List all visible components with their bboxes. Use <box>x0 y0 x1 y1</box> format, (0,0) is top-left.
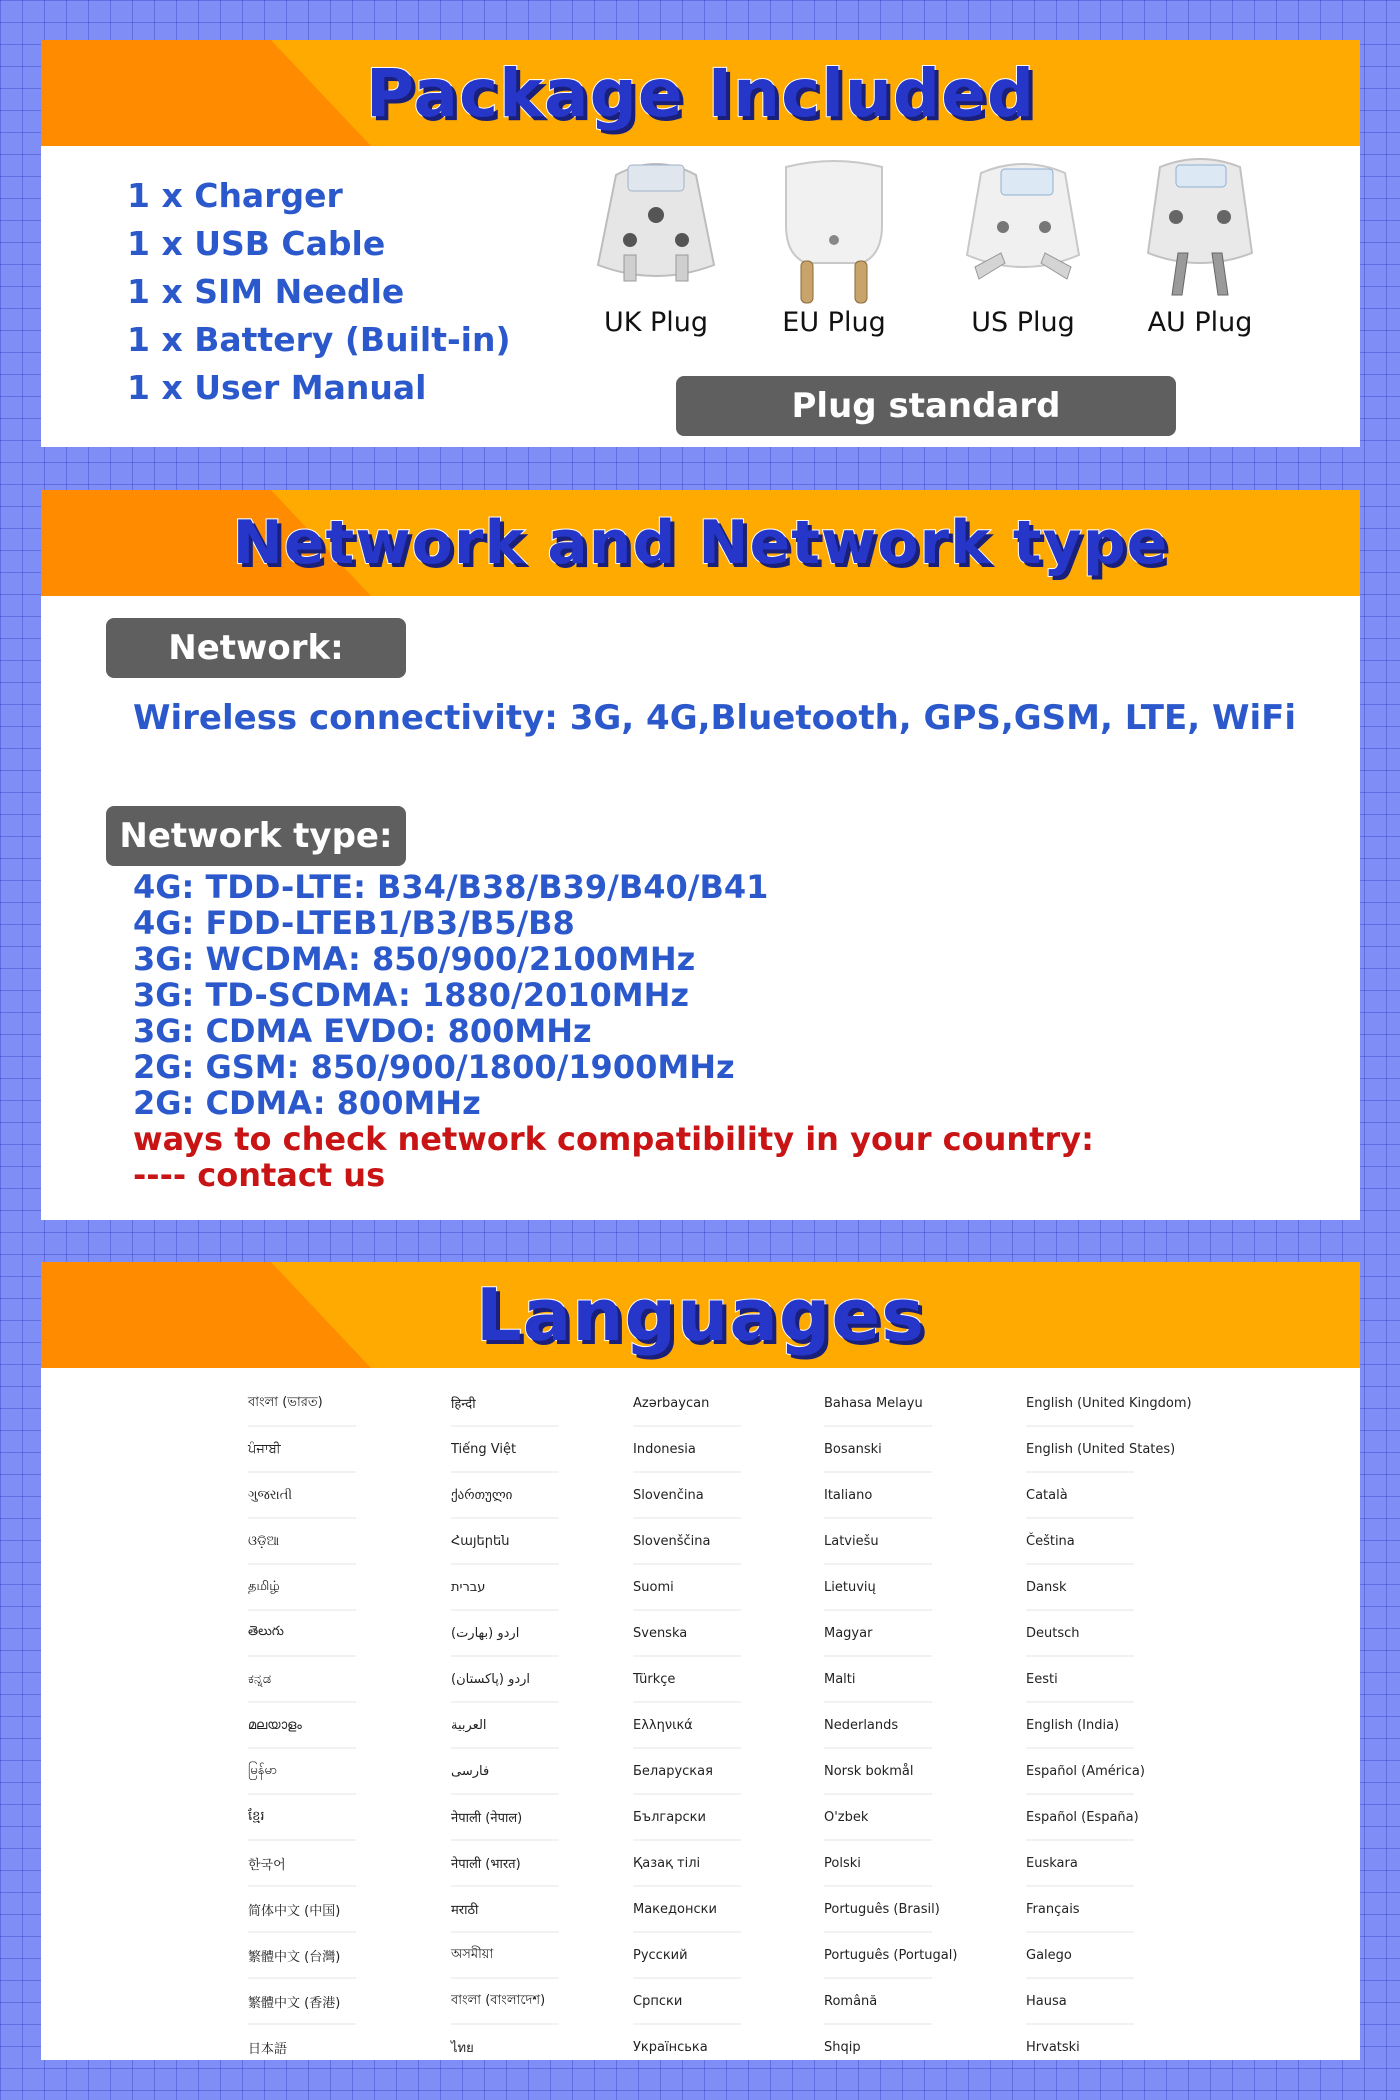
language-item: Македонски <box>633 1887 741 1933</box>
language-item: മലയാളം <box>248 1703 356 1749</box>
language-item: ಕನ್ನಡ <box>248 1657 356 1703</box>
language-item: ខ្មែរ <box>248 1795 356 1841</box>
language-item: Norsk bokmål <box>824 1749 932 1795</box>
language-item: 繁體中文 (香港) <box>248 1979 356 2025</box>
language-item: Galego <box>1026 1933 1134 1979</box>
language-item: Ελληνικά <box>633 1703 741 1749</box>
language-item: Français <box>1026 1887 1134 1933</box>
language-item: فارسی <box>451 1749 559 1795</box>
language-item: Malti <box>824 1657 932 1703</box>
language-item: Hrvatski <box>1026 2025 1134 2060</box>
language-item: Español (América) <box>1026 1749 1134 1795</box>
language-item: Slovenščina <box>633 1519 741 1565</box>
language-item: Azərbaycan <box>633 1381 741 1427</box>
language-item: Čeština <box>1026 1519 1134 1565</box>
language-item: Shqip <box>824 2025 932 2060</box>
language-item: اردو (پاکستان) <box>451 1657 559 1703</box>
package-panel <box>41 40 1360 447</box>
language-item: Lietuvių <box>824 1565 932 1611</box>
package-items-list <box>127 172 511 412</box>
language-item: नेपाली (भारत) <box>451 1841 559 1887</box>
language-item: Español (España) <box>1026 1795 1134 1841</box>
language-item: தமிழ் <box>248 1565 356 1611</box>
languages-banner <box>41 1262 1360 1368</box>
language-item: Türkçe <box>633 1657 741 1703</box>
au-plug-icon <box>1130 155 1270 305</box>
network-title: Network and Network type <box>232 508 1169 578</box>
language-item: ไทย <box>451 2025 559 2060</box>
band-line: 2G: GSM: 850/900/1800/1900MHz <box>133 1048 735 1086</box>
language-item: العربية <box>451 1703 559 1749</box>
package-item: 1 x USB Cable <box>127 224 386 263</box>
language-item: Português (Portugal) <box>824 1933 932 1979</box>
language-item: नेपाली (नेपाल) <box>451 1795 559 1841</box>
compatibility-note: ways to check network compatibility in your country: <box>133 1120 1094 1158</box>
band-line: 3G: CDMA EVDO: 800MHz <box>133 1012 592 1050</box>
band-line: 3G: WCDMA: 850/900/2100MHz <box>133 940 696 978</box>
package-title: Package Included <box>365 54 1036 132</box>
package-item: 1 x Charger <box>127 176 343 215</box>
language-item: Polski <box>824 1841 932 1887</box>
package-banner <box>41 40 1360 146</box>
language-column-1 <box>248 1381 356 2060</box>
language-item: Euskara <box>1026 1841 1134 1887</box>
language-item: অসমীয়া <box>451 1933 559 1979</box>
language-column-5 <box>1026 1381 1192 2060</box>
plug-eu <box>764 155 904 338</box>
language-item: O'zbek <box>824 1795 932 1841</box>
language-item: 日本語 <box>248 2025 356 2060</box>
language-item: Svenska <box>633 1611 741 1657</box>
language-column-4 <box>824 1381 958 2060</box>
language-item: עברית <box>451 1565 559 1611</box>
language-item: বাংলা (বাংলাদেশ) <box>451 1979 559 2025</box>
language-item: Magyar <box>824 1611 932 1657</box>
language-item: Nederlands <box>824 1703 932 1749</box>
language-item: Suomi <box>633 1565 741 1611</box>
language-item: English (United States) <box>1026 1427 1134 1473</box>
plug-label: EU Plug <box>782 307 886 338</box>
plug-label: US Plug <box>971 307 1075 338</box>
language-item: اردو (بھارت) <box>451 1611 559 1657</box>
language-item: Қазақ тілі <box>633 1841 741 1887</box>
language-item: English (United Kingdom) <box>1026 1381 1134 1427</box>
language-item: ଓଡ଼ିଆ <box>248 1519 356 1565</box>
language-item: Українська <box>633 2025 741 2060</box>
language-item: Tiếng Việt <box>451 1427 559 1473</box>
uk-plug-icon <box>586 155 726 305</box>
package-item: 1 x User Manual <box>127 368 427 407</box>
language-item: Български <box>633 1795 741 1841</box>
network-type-tag: Network type: <box>106 806 406 866</box>
package-item: 1 x SIM Needle <box>127 272 405 311</box>
language-item: Bosanski <box>824 1427 932 1473</box>
language-item: ਪੰਜਾਬੀ <box>248 1427 356 1473</box>
plug-uk <box>586 155 726 338</box>
language-item: Slovenčina <box>633 1473 741 1519</box>
language-item: Indonesia <box>633 1427 741 1473</box>
plug-standard-label: Plug standard <box>676 376 1176 436</box>
language-item: Hausa <box>1026 1979 1134 2025</box>
languages-panel <box>41 1262 1360 2060</box>
language-item: हिन्दी <box>451 1381 559 1427</box>
language-item: Српски <box>633 1979 741 2025</box>
language-item: Eesti <box>1026 1657 1134 1703</box>
plug-au <box>1130 155 1270 338</box>
language-item: తెలుగు <box>248 1611 356 1657</box>
language-item: Dansk <box>1026 1565 1134 1611</box>
plug-us <box>953 155 1093 338</box>
language-item: বাংলা (ভারত) <box>248 1381 356 1427</box>
language-column-2 <box>451 1381 559 2060</box>
network-bands-list <box>133 869 1094 1193</box>
language-item: Português (Brasil) <box>824 1887 932 1933</box>
package-item: 1 x Battery (Built-in) <box>127 320 511 359</box>
language-item: ગુજરાતી <box>248 1473 356 1519</box>
language-column-3 <box>633 1381 741 2060</box>
us-plug-icon <box>953 155 1093 305</box>
wireless-connectivity: Wireless connectivity: 3G, 4G,Bluetooth, GPS,GSM, LTE, WiFi <box>133 698 1296 738</box>
language-item: Deutsch <box>1026 1611 1134 1657</box>
band-line: 2G: CDMA: 800MHz <box>133 1084 481 1122</box>
language-item: Română <box>824 1979 932 2025</box>
language-item: Беларуская <box>633 1749 741 1795</box>
language-item: ქართული <box>451 1473 559 1519</box>
language-item: मराठी <box>451 1887 559 1933</box>
language-item: 简体中文 (中国) <box>248 1887 356 1933</box>
language-item: Català <box>1026 1473 1134 1519</box>
language-item: 한국어 <box>248 1841 356 1887</box>
plug-label: UK Plug <box>603 307 709 338</box>
language-item: Italiano <box>824 1473 932 1519</box>
language-item: Русский <box>633 1933 741 1979</box>
languages-title: Languages <box>475 1273 926 1357</box>
language-item: English (India) <box>1026 1703 1134 1749</box>
language-item: Latviešu <box>824 1519 932 1565</box>
eu-plug-icon <box>764 155 904 305</box>
language-item: မြန်မာ <box>248 1749 356 1795</box>
language-item: Հայերեն <box>451 1519 559 1565</box>
band-line: 4G: FDD-LTEB1/B3/B5/B8 <box>133 904 575 942</box>
contact-us: ---- contact us <box>133 1156 386 1194</box>
band-line: 4G: TDD-LTE: B34/B38/B39/B40/B41 <box>133 868 769 906</box>
network-panel <box>41 490 1360 1220</box>
network-banner <box>41 490 1360 596</box>
language-item: Bahasa Melayu <box>824 1381 932 1427</box>
band-line: 3G: TD-SCDMA: 1880/2010MHz <box>133 976 690 1014</box>
plug-label: AU Plug <box>1147 307 1253 338</box>
network-tag: Network: <box>106 618 406 678</box>
language-item: 繁體中文 (台灣) <box>248 1933 356 1979</box>
